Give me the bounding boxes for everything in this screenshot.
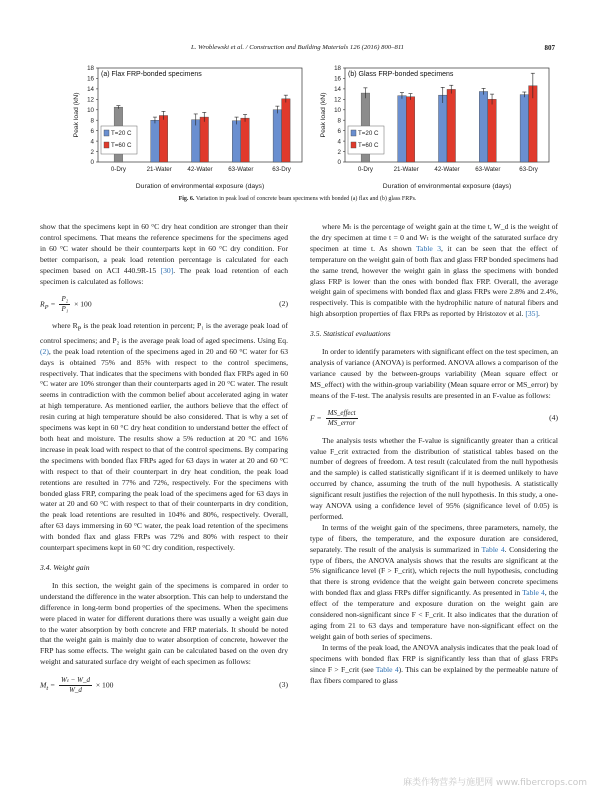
legend-swatch [351, 130, 356, 136]
text-run: , it can be seen that the effect of temperature on the weight gain of both flax and glass FRP bonded specimens had the same trend, however the weight gain in glass the specimens with bonded glass FRP is lower than the ones with bonded flax FRP. Overall, the average weight gain of specimens with bonded flax and glass FRPs were 2.8% and 2.4%, respectively. This is compatible with the hydrophilic nature of natural fibers and high absorption properties of flax FRPs as reported by Hristozov et al. [310, 243, 558, 319]
y-tick-label: 8 [337, 117, 341, 125]
text-run: , the peak load retention of the specimens aged in 20 and 60 °C water for 63 days is obtained 75% and 85% with respect to the control specimens, respectively. That indicates that the specimens with bonded flax FRPs aged in 60 °C water are 10% stronger than their counterparts aged in 20 °C water. The result seems in contradiction with the common belief about accelerated aging in water at high temperature. As mentioned earlier, the authors believe that the effect of resin curing at high temperature should be also considered. That is why a set of specimens was kept in 60 °C dry heat condition to understand better the effect of both heat and moisture. The results show a 5% reduction at 20 °C and 16% increase in peak load with respect to that of the control specimens. By comparing the specimens with bonded flax FRPs aged for 63 days in water at 20 and 60 °C with respect to that of their counterpart in dry heat condition, the peak load retentions are resulted in 77% and 72%, respectively. For the specimens with bonded glass FRP, comparing the peak load of the specimens aged for 63 days in water at 20 and 60 °C with respect to that of their counterparts in dry condition, the peak load retentions are resulted in 104% and 80%, respectively. Overall, after 63 days immersing in 60 °C water, the peak load retention of the specimens with bonded flax and glass FRPs was 72% and 80% with respect to their counterpart specimens kept in 60 °C dry condition, respectively. [40, 346, 288, 553]
text-run: . The peak load retention of each specimen is calculated as follows: [40, 265, 288, 286]
equation-link[interactable]: (2) [40, 346, 49, 356]
y-tick-label: 16 [87, 75, 94, 83]
chart-title: (a) Flax FRP-bonded specimens [101, 71, 202, 78]
equation-number: (2) [279, 298, 288, 308]
text-run: In terms of the weight gain of the specimens, three parameters, namely, the type of fibers, the temperature, and the exposure duration are considered, separately. The result of the analysis is summarized in [310, 522, 558, 554]
equation-3 [40, 674, 288, 696]
y-tick-label: 8 [90, 117, 94, 125]
bar [488, 99, 497, 162]
right-column [310, 222, 558, 686]
text-run: where Mₜ is the percentage of weight gain at the time t, W_d is the weight of the dry specimen at time t = 0 and Wₜ is the weight of the saturated surface dry specimen at time t. As shown [310, 222, 558, 253]
equation-body: $R_P$ = $\frac{\text{P₂}}{\text{P₁}}$ × 100 [40, 294, 92, 313]
paragraph [40, 222, 288, 287]
y-tick-label: 12 [87, 96, 94, 104]
eq-numerator: P₂ [61, 294, 69, 303]
y-tick-label: 14 [334, 86, 341, 94]
text-run: In terms of the peak load, the ANOVA analysis indicates that the peak load of specimens with bonded flax FRP is significantly less than that of glass FRPs since F > F_crit (see [310, 642, 558, 674]
y-tick-label: 12 [334, 96, 341, 104]
chart-glass [307, 64, 557, 192]
bar [406, 97, 415, 162]
caption-text: Variation in peak load of concrete beam specimens with bonded (a) flax and (b) glass FRPs. [195, 196, 417, 202]
eq-subscript: P [44, 303, 49, 311]
paragraph: In order to identify parameters with significant effect on the test specimen, an analysis of variance (ANOVA) is performed. ANOVA allows a comparison of the variance caused by the between-groups variability (Mean square effect or MS_effect) with the within-group variability (Mean square error or MS_error) by means of the F-test. The analysis results are presented in an F-value as follows: [310, 347, 558, 400]
text-run: . [538, 309, 540, 319]
bar [398, 96, 407, 162]
y-tick-label: 10 [334, 106, 341, 114]
text-run: ). This can be explained by the permeable nature of flax fibers compared to glass [310, 664, 559, 685]
bar [439, 95, 448, 162]
x-axis-label: Duration of environmental exposure (days) [135, 183, 265, 190]
bar [241, 118, 250, 162]
x-tick-label: 63-Water [475, 166, 501, 173]
eq-symbol: R [40, 299, 45, 309]
x-tick-label: 21-Water [393, 166, 419, 173]
bar [479, 92, 488, 163]
text-run: is the peak load retention in percent; P₁ is the average peak load of control specimens; and P₂ is the average peak load of aged specimens. Using Eq. [40, 321, 289, 345]
bar [273, 110, 282, 162]
equation-number: (3) [279, 679, 288, 689]
eq-fraction [59, 295, 70, 314]
bar [520, 95, 529, 162]
y-tick-label: 16 [334, 75, 341, 83]
eq-denominator: P₁ [61, 304, 69, 313]
legend-swatch [104, 130, 109, 136]
chart-flax [60, 64, 310, 192]
table-link[interactable]: Table 4 [481, 544, 505, 554]
page-number: 807 [544, 44, 555, 52]
x-tick-label: 42-Water [187, 166, 213, 173]
paragraph [40, 321, 288, 554]
equation-body: $M_t$ = $\frac{\text{Wₜ − W\_d}}{W\_d}$ × 100 [40, 675, 114, 694]
x-tick-label: 63-Dry [519, 166, 538, 173]
legend-label: T=20 C [358, 130, 379, 137]
legend-label: T=60 C [111, 142, 132, 149]
equation-2 [40, 293, 288, 315]
y-tick-label: 6 [337, 127, 341, 135]
y-tick-label: 18 [87, 65, 94, 73]
eq-denominator: W_d [69, 685, 82, 694]
equation-number: (4) [549, 413, 558, 423]
x-tick-label: 42-Water [434, 166, 460, 173]
bar [192, 120, 201, 162]
x-tick-label: 63-Water [228, 166, 254, 173]
chart-title: (b) Glass FRP-bonded specimens [348, 71, 454, 78]
x-tick-label: 21-Water [146, 166, 172, 173]
caption-label: Fig. 6. [178, 196, 195, 202]
citation-link[interactable]: [30] [160, 265, 174, 275]
bar [200, 117, 209, 162]
y-axis-label: Peak load (kN) [73, 92, 80, 138]
bar [159, 116, 168, 162]
y-tick-label: 14 [87, 86, 94, 94]
eq-multiplier: × 100 [74, 299, 92, 309]
y-tick-label: 10 [87, 106, 94, 114]
table-link[interactable]: Table 4 [375, 664, 399, 674]
running-header [40, 44, 555, 56]
running-title: L. Wroblewski et al. / Construction and Building Materials 126 (2016) 800–811 [190, 44, 405, 51]
text-run: , the effect of the temperature and exposure duration on the weight gain are considered non-significant since F < F_crit. It also indicates that the duration of aging from 21 to 63 days and temperature have non-significant effect on the weight gain of both series of specimens. [310, 588, 559, 641]
paragraph: The analysis tests whether the F-value is significantly greater than a critical value F_crit extracted from the distribution of statistical tables based on the number of degrees of freedom. A test result (calculated from the null hypothesis and the sample) is called statistically significant if it is deemed unlikely to have occurred by chance, assuming the truth of the null hypothesis. A statistically significant result justifies the rejection of the null hypothesis. In this study, a one-way ANOVA using a confidence level of 95% (significance level of 0.05) is performed. [310, 435, 558, 521]
paragraph [310, 643, 558, 687]
x-tick-label: 0-Dry [357, 166, 373, 173]
x-tick-label: 0-Dry [110, 166, 126, 173]
eq-fraction [326, 409, 358, 428]
paragraph [310, 222, 558, 320]
table-link[interactable]: Table 4 [522, 588, 545, 598]
text-run: show that the specimens kept in 60 °C dry heat condition are stronger than their control specimens. That means the reference specimens for the specimens aged in 60 °C water should be their counterparts kept in 60 °C dry condition. For better comparison, a peak load retention percentage is calculated for each specimen based on ACI 440.9R-15 [40, 222, 288, 275]
eq-denominator: MS_error [327, 419, 356, 428]
section-heading: 3.5. Statistical evaluations [310, 329, 391, 339]
legend-label: T=20 C [111, 130, 132, 137]
section-heading: 3.4. Weight gain [40, 562, 90, 572]
bar [282, 99, 291, 162]
eq-subscript: t [46, 684, 49, 692]
x-tick-label: 63-Dry [272, 166, 291, 173]
text-run: where R [52, 321, 78, 331]
legend-label: T=60 C [358, 142, 379, 149]
bar [447, 89, 456, 162]
watermark: 麻类作物营养与施肥网 www.fibercrops.com [403, 778, 587, 788]
eq-numerator: MS_effect [327, 409, 356, 418]
y-tick-label: 0 [337, 159, 341, 167]
y-tick-label: 4 [337, 138, 341, 146]
figure-caption [40, 196, 555, 202]
equation-4 [310, 408, 558, 430]
y-axis-label: Peak load (kN) [320, 92, 327, 138]
paragraph: In this section, the weight gain of the specimens is compared in order to understand the difference in the water absorption. This can help to understand the difference in long-term bond properties of the specimens. When the specimens were placed in water for different durations there was usually a weight gain due to the water absorption by both concrete and FRP materials. It should be noted that the weight gain is mainly due to water absorption of concrete, however the FRP has some effects. The weight gain can be calculated based on the oven dry weight and saturated surface dry weight of each specimen as follows: [40, 580, 288, 667]
y-tick-label: 0 [90, 159, 94, 167]
legend-swatch [104, 142, 109, 148]
y-tick-label: 6 [90, 127, 94, 135]
table-link[interactable]: Table 3 [416, 243, 442, 253]
equation-body: F = $\frac{\text{MS\_effect}}{\text{MS\_error}}$ [310, 409, 356, 428]
eq-fraction [59, 676, 92, 695]
citation-link[interactable]: [35] [525, 309, 538, 319]
figure-6 [40, 64, 555, 204]
left-column [40, 222, 288, 702]
eq-symbol: M [40, 679, 47, 689]
eq-multiplier: × 100 [95, 679, 114, 689]
y-tick-label: 4 [90, 138, 94, 146]
y-tick-label: 2 [337, 148, 341, 156]
y-tick-label: 2 [90, 148, 94, 156]
text-run: P [77, 325, 82, 333]
eq-numerator: Wₜ − W_d [61, 675, 90, 684]
bar [232, 121, 241, 162]
text-run: . Considering the type of fibers, the ANOVA analysis shows that the results are significant at the 5% significance level (F > F_crit), which rejects the null hypothesis, concluding that there is strong evidence that the weight gain between concrete specimens with bonded flax and glass FRPs differ significantly. As presented in [310, 544, 559, 598]
y-tick-label: 18 [334, 65, 341, 73]
eq-symbol: F [310, 413, 315, 423]
x-axis-label: Duration of environmental exposure (days) [382, 183, 512, 190]
legend-swatch [351, 142, 356, 148]
bar [151, 120, 160, 162]
paragraph [310, 523, 558, 643]
